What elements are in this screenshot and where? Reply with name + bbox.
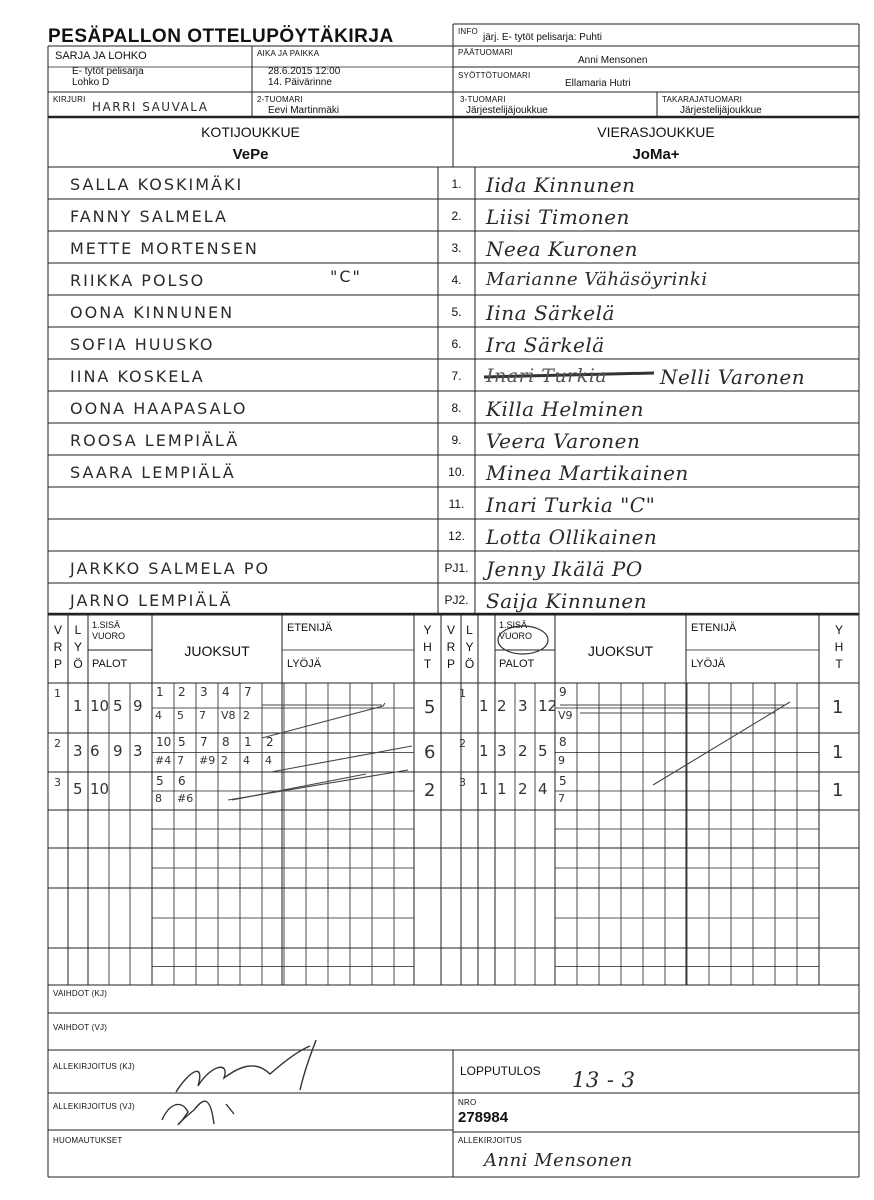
yht-header: H	[423, 640, 432, 654]
sarja-label: SARJA JA LOHKO	[55, 50, 147, 62]
palot-value: 5	[113, 697, 123, 715]
tuomari3-label: 3-TUOMARI	[460, 95, 506, 104]
away-palot-header: PALOT	[499, 658, 535, 670]
home-player-name: SALLA KOSKIMÄKI	[70, 175, 244, 194]
roster-number: 10.	[448, 465, 465, 479]
info-label: INFO	[458, 27, 478, 36]
away-juoksut-header: JUOKSUT	[587, 643, 654, 659]
run-top-value: 4	[222, 685, 230, 699]
roster-number: PJ1.	[444, 561, 469, 575]
home-player-name: JARKKO SALMELA PO	[70, 559, 271, 578]
inning-number: 1	[459, 687, 466, 700]
run-bottom-value: 4	[243, 753, 250, 767]
roster-number: 12.	[448, 529, 465, 543]
lyo-number: 1	[479, 741, 489, 760]
palot-value: 3	[518, 697, 528, 715]
roster-number: 3.	[451, 241, 462, 255]
away-player-name: Liisi Timonen	[486, 205, 630, 229]
home-player-note: "C"	[330, 267, 362, 286]
roster-number: 11.	[448, 497, 465, 511]
run-bottom-value: 9	[558, 753, 565, 767]
run-top-value: 6	[178, 774, 186, 788]
takarajatuomari-value: Järjestelijäjoukkue	[680, 105, 762, 116]
away-lyoja-header: LYÖJÄ	[691, 658, 726, 670]
yht-value: 1	[832, 780, 844, 801]
run-top-value: 10	[156, 735, 172, 749]
home-player-name: ROOSA LEMPIÄLÄ	[70, 431, 240, 450]
paatuomari-value: Anni Mensonen	[578, 55, 648, 66]
scoring-strokes	[228, 702, 790, 800]
palot-value: 9	[133, 697, 143, 715]
vrp-header: V	[53, 623, 62, 637]
vrp-header: V	[446, 623, 455, 637]
allekirjoitus-value: Anni Mensonen	[484, 1150, 633, 1171]
lyo-header: Ö	[73, 657, 83, 671]
aika-value-2: 14. Päivärinne	[268, 77, 332, 88]
allekirjoitus-label: ALLEKIRJOITUS	[458, 1136, 522, 1145]
lyo-header: L	[74, 623, 82, 637]
sisa-value: 3	[497, 741, 507, 760]
sisa-value: 10	[90, 780, 110, 798]
away-team-label: VIERASJOUKKUE	[597, 124, 715, 140]
away-player-name: Nelli Varonen	[660, 365, 806, 389]
yht-value: 2	[424, 780, 436, 801]
syottotuomari-value: Ellamaria Hutri	[565, 78, 631, 89]
away-player-name: Lotta Ollikainen	[486, 525, 658, 549]
yht-value: 5	[424, 697, 436, 718]
inning-number: 3	[459, 776, 466, 789]
away-player-name: Saija Kinnunen	[486, 589, 648, 613]
run-top-value: 7	[200, 735, 208, 749]
away-player-name: Inari Turkia "C"	[486, 493, 656, 517]
yht-header: Y	[423, 623, 432, 637]
roster-number: 7.	[451, 369, 462, 383]
yht-header: H	[834, 640, 844, 654]
aika-label: AIKA JA PAIKKA	[257, 49, 320, 58]
sisa-value: 6	[90, 741, 100, 760]
roster-number: 4.	[451, 273, 462, 287]
palot-value: 12	[538, 697, 558, 715]
run-bottom-value: 7	[558, 792, 565, 805]
nro-label: NRO	[458, 1098, 477, 1107]
run-top-value: 2	[178, 685, 186, 699]
vaihdot-kj-label: VAIHDOT (KJ)	[53, 989, 108, 998]
inning-number: 2	[459, 737, 466, 750]
palot-value: 2	[518, 741, 528, 760]
info-value: järj. E- tytöt pelisarja: Puhti	[483, 32, 602, 43]
yht-value: 1	[832, 697, 844, 718]
run-bottom-value: #9	[199, 753, 216, 767]
away-player-struck: Inari Turkia	[486, 365, 608, 387]
run-bottom-value: V9	[558, 709, 573, 722]
away-sisa-header: 1.SISÄ VUORO	[499, 620, 533, 642]
signature-scribbles	[162, 1040, 316, 1125]
home-juoksut-header: JUOKSUT	[184, 643, 250, 659]
run-top-value: 1	[156, 685, 164, 699]
run-bottom-value: 7	[177, 753, 184, 767]
away-player-name: Killa Helminen	[486, 397, 645, 421]
run-bottom-value: V8	[221, 709, 236, 722]
yht-header: T	[423, 657, 432, 671]
lyo-header: L	[466, 623, 473, 637]
roster-number: 1.	[451, 177, 462, 191]
home-player-name: RIIKKA POLSO	[70, 271, 206, 290]
run-top-value: 3	[200, 685, 208, 699]
huomautukset-label: HUOMAUTUKSET	[53, 1136, 123, 1145]
vrp-header: P	[53, 657, 62, 671]
home-player-name: SOFIA HUUSKO	[70, 335, 215, 354]
vrp-header: P	[446, 657, 455, 671]
run-top-value: 5	[559, 774, 567, 788]
sisa-value: 1	[497, 780, 507, 798]
takarajatuomari-label: TAKARAJATUOMARI	[662, 95, 743, 104]
lyo-number: 5	[73, 780, 83, 798]
run-bottom-value: 4	[265, 753, 272, 767]
home-team-label: KOTIJOUKKUE	[201, 124, 300, 140]
roster-number: 6.	[451, 337, 462, 351]
palot-value: 5	[538, 741, 548, 760]
inning-number: 1	[54, 687, 61, 700]
home-sisa-header: 1.SISÄ VUORO	[92, 620, 126, 642]
run-bottom-value: #4	[155, 753, 172, 767]
run-top-value: 7	[244, 685, 252, 699]
lyo-header: Ö	[464, 657, 475, 671]
away-etenija-header: ETENIJÄ	[691, 622, 737, 634]
away-player-name: Ira Särkelä	[486, 333, 605, 357]
home-player-name: IINA KOSKELA	[70, 367, 205, 386]
home-player-name: OONA KINNUNEN	[70, 303, 235, 322]
lyo-number: 1	[73, 697, 83, 715]
away-player-name: Jenny Ikälä PO	[486, 557, 643, 581]
syottotuomari-label: SYÖTTÖTUOMARI	[458, 71, 531, 80]
run-bottom-value: #6	[177, 792, 194, 805]
nro-value: 278984	[458, 1109, 509, 1126]
away-player-name: Iida Kinnunen	[486, 173, 636, 197]
run-top-value: 1	[244, 735, 252, 749]
home-etenija-header: ETENIJÄ	[287, 622, 333, 634]
aika-value-1: 28.6.2015 12:00	[268, 66, 341, 77]
run-top-value: 9	[559, 685, 567, 699]
home-player-name: JARNO LEMPIÄLÄ	[70, 591, 233, 610]
lyo-header: Y	[465, 640, 474, 654]
vrp-header: R	[446, 640, 456, 654]
paatuomari-label: PÄÄTUOMARI	[458, 48, 513, 57]
yht-value: 6	[424, 741, 436, 763]
roster-number: PJ2.	[444, 593, 469, 607]
roster-number: 8.	[451, 401, 462, 415]
roster-number: 9.	[451, 433, 462, 447]
lyo-number: 3	[73, 741, 83, 760]
sarja-value-2: Lohko D	[72, 77, 110, 88]
tuomari3-value: Järjestelijäjoukkue	[466, 105, 548, 116]
home-player-name: OONA HAAPASALO	[70, 399, 248, 418]
away-player-name: Minea Martikainen	[486, 461, 689, 485]
allekirjoitus-kj-label: ALLEKIRJOITUS (KJ)	[53, 1062, 135, 1071]
run-bottom-value: 2	[221, 753, 228, 767]
run-bottom-value: 5	[177, 709, 184, 722]
run-top-value: 8	[222, 735, 230, 749]
inning-number: 3	[54, 776, 61, 789]
away-player-name: Neea Kuronen	[486, 237, 639, 261]
vrp-header: R	[53, 640, 63, 654]
inning-number: 2	[54, 737, 61, 750]
form-title: PESÄPALLON OTTELUPÖYTÄKIRJA	[48, 26, 394, 47]
palot-value: 2	[518, 780, 528, 798]
sisa-value: 2	[497, 697, 507, 715]
kirjuri-label: KIRJURI	[53, 95, 86, 104]
kirjuri-value: HARRI SAUVALA	[92, 100, 209, 114]
palot-value: 3	[133, 741, 143, 760]
lopputulos-value: 13 - 3	[572, 1068, 636, 1092]
run-bottom-value: 8	[155, 792, 162, 805]
yht-header: T	[835, 657, 843, 671]
roster-number: 5.	[451, 305, 462, 319]
run-top-value: 2	[266, 735, 274, 749]
vaihdot-vj-label: VAIHDOT (VJ)	[53, 1023, 108, 1032]
palot-value: 4	[538, 780, 548, 798]
sisa-value: 10	[90, 697, 110, 715]
roster-number: 2.	[451, 209, 462, 223]
home-player-name: SAARA LEMPIÄLÄ	[70, 463, 236, 482]
lyo-header: Y	[73, 640, 82, 654]
away-player-name: Iina Särkelä	[486, 301, 615, 325]
run-top-value: 8	[559, 735, 567, 749]
run-bottom-value: 2	[243, 709, 250, 722]
away-player-name: Marianne Vähäsöyrinki	[486, 269, 708, 290]
palot-value: 9	[113, 741, 123, 760]
run-top-value: 5	[156, 774, 164, 788]
sarja-value-1: E- tytöt pelisarja	[72, 66, 144, 77]
tuomari2-value: Eevi Martinmäki	[268, 105, 340, 116]
run-bottom-value: 7	[199, 709, 206, 722]
home-palot-header: PALOT	[92, 658, 128, 670]
run-bottom-value: 4	[155, 709, 162, 722]
yht-value: 1	[832, 741, 844, 763]
lyo-number: 1	[479, 697, 489, 715]
home-player-name: METTE MORTENSEN	[70, 239, 259, 258]
home-lyoja-header: LYÖJÄ	[287, 658, 322, 670]
lopputulos-label: LOPPUTULOS	[460, 1064, 541, 1078]
away-team-name: JoMa+	[632, 146, 680, 163]
tuomari2-label: 2-TUOMARI	[257, 95, 303, 104]
run-top-value: 5	[178, 735, 186, 749]
allekirjoitus-vj-label: ALLEKIRJOITUS (VJ)	[53, 1102, 135, 1111]
home-team-name: VePe	[232, 146, 269, 163]
home-player-name: FANNY SALMELA	[70, 207, 228, 226]
lyo-number: 1	[479, 780, 489, 798]
yht-header: Y	[834, 623, 843, 637]
away-player-name: Veera Varonen	[486, 429, 641, 453]
